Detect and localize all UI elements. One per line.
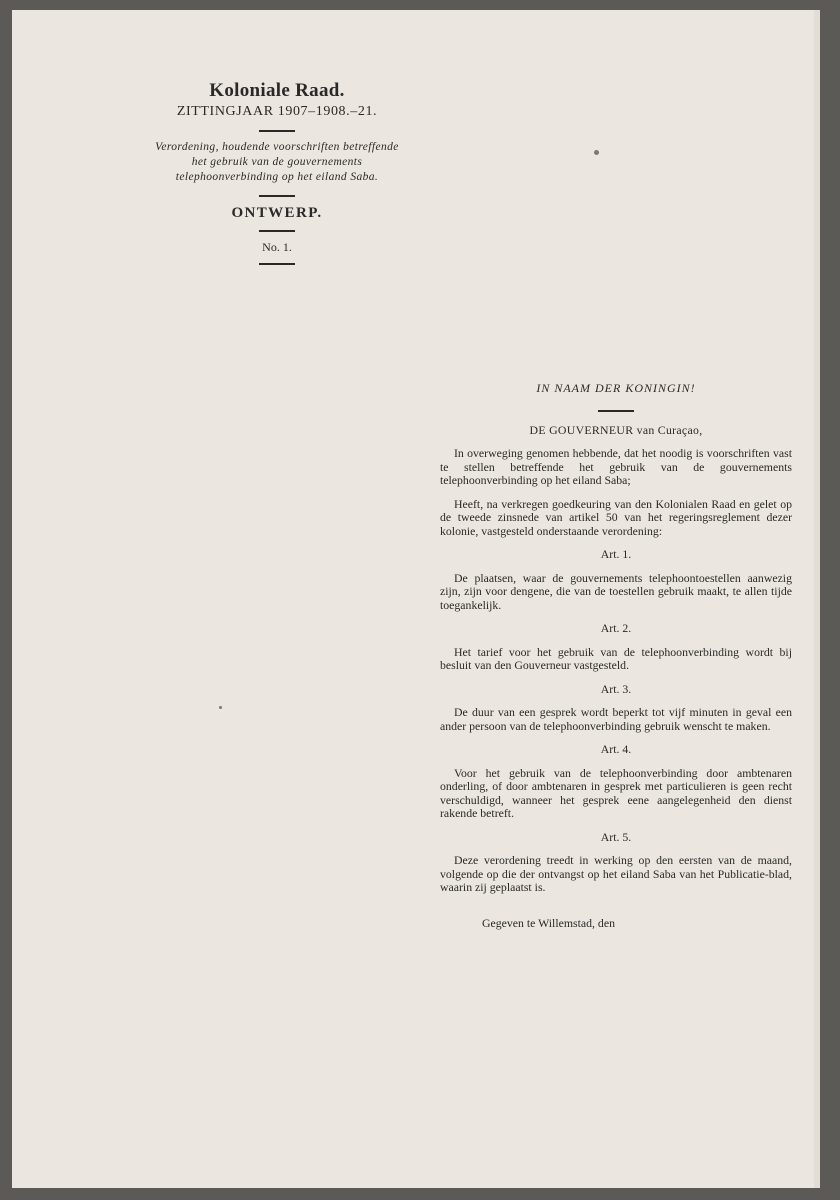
document-page bbox=[12, 10, 820, 1188]
article-text: Deze verordening treedt in werking op den eersten van de maand, volgende op die der ontvangst op het eiland Saba van het Publicatie-blad, waarin zij geplaatst is. bbox=[440, 853, 792, 894]
enactment-paragraph: Heeft, na verkregen goedkeuring van den Kolonialen Raad en gelet op de tweede zinsnede van artikel 50 van het regeringsreglement dezer kolonie, vastgesteld onderstaande verordening: bbox=[440, 496, 792, 538]
council-title: Koloniale Raad. bbox=[209, 80, 345, 101]
paper-speck bbox=[219, 706, 222, 709]
article-text: De plaatsen, waar de gouvernements telephoontoestellen aanwezig zijn, zijn voor dengene, die van de toestellen gebruik maakt, te allen tijde toegankelijk. bbox=[440, 570, 792, 612]
article-heading: Art. 3. bbox=[600, 681, 632, 696]
invocation: IN NAAM DER KONINGIN! bbox=[536, 381, 696, 395]
article-heading: Art. 4. bbox=[600, 742, 632, 756]
paper-speck bbox=[594, 150, 599, 155]
governor-line: DE GOUVERNEUR van Curaçao, bbox=[529, 422, 703, 437]
divider bbox=[259, 130, 295, 132]
article-text: De duur van een gesprek wordt beperkt tot vijf minuten in geval een ander persoon van de telephoonverbinding gebruik wenscht te maken. bbox=[440, 705, 792, 733]
article-text: Voor het gebruik van de telephoonverbinding door ambtenaren onderling, of door ambtenaren in gesprek met particulieren is geen recht verschuldigd, wanneer het gesprek eene aangelegenheid den dienst rakende betreft. bbox=[440, 765, 792, 820]
document-number: No. 1. bbox=[262, 240, 292, 254]
closing-line: Gegeven te Willemstad, den bbox=[482, 915, 615, 930]
divider bbox=[598, 410, 634, 412]
divider bbox=[259, 263, 295, 265]
ordinance-subject: Verordening, houdende voorschriften betreffende het gebruik van de gouvernements telephoonverbinding op het eiland Saba. bbox=[155, 141, 399, 183]
article-heading: Art. 1. bbox=[600, 547, 632, 561]
consideration-paragraph: In overweging genomen hebbende, dat het noodig is voorschriften vast te stellen betreffende het gebruik van de gouvernements telephoonverbinding op het eiland Saba; bbox=[440, 446, 792, 487]
document-header bbox=[152, 80, 402, 265]
article-heading: Art. 5. bbox=[600, 829, 632, 844]
session-year: ZITTINGJAAR 1907–1908.–21. bbox=[176, 104, 378, 119]
article-heading: Art. 2. bbox=[600, 621, 632, 635]
page-edge bbox=[814, 10, 820, 1188]
article-text: Het tarief voor het gebruik van de telephoonverbinding wordt bij besluit van den Gouverneur vastgesteld. bbox=[440, 644, 792, 672]
divider bbox=[259, 195, 295, 197]
draft-label: ONTWERP. bbox=[231, 205, 323, 221]
divider bbox=[259, 230, 295, 232]
ordinance-body bbox=[440, 382, 792, 930]
